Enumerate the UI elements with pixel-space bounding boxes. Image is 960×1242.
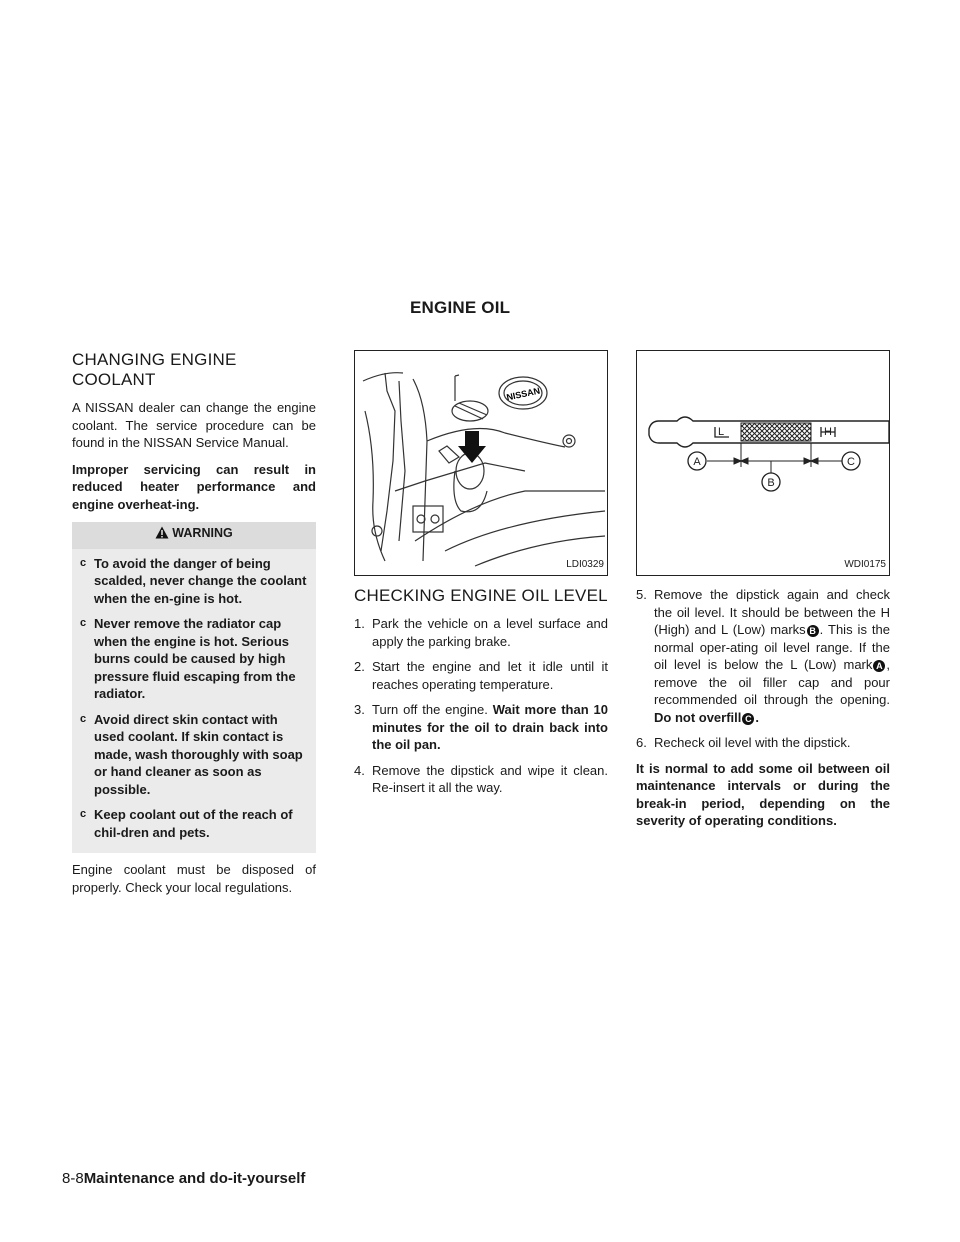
dipstick-figure — [636, 350, 890, 576]
bullet-icon: c — [80, 712, 87, 725]
step-item: 4. Remove the dipstick and wipe it clean. Re-insert it all the way. — [354, 762, 608, 795]
warning-item: c Never remove the radiator cap when the engine is hot. Serious burns could be caused by high pressure fluid escaping from the radiator. — [80, 616, 296, 701]
callout-b-icon: B — [807, 625, 819, 637]
chapter-title: Maintenance and do-it-yourself — [83, 1170, 306, 1187]
section-title: ENGINE OIL — [410, 298, 511, 317]
warning-item: c To avoid the danger of being scalded, never change the coolant when the en-gine is hot. — [80, 555, 307, 606]
step-item: 1. Park the vehicle on a level surface and apply the parking brake. — [354, 616, 608, 649]
low-mark-label: L — [717, 426, 725, 438]
engine-bay-illustration — [355, 351, 607, 575]
coolant-caution: Improper servicing can result in reduced heater performance and engine overheat-ing. — [72, 461, 316, 512]
warning-item: c Keep coolant out of the reach of chil-dren and pets. — [80, 807, 293, 840]
coolant-intro: A NISSAN dealer can change the engine coolant. The service procedure can be found in the NISSAN Service Manual. — [72, 400, 316, 450]
high-mark-label: H — [824, 426, 832, 438]
figure-code: WDI0175 — [844, 558, 886, 570]
figure-code: LDI0329 — [566, 558, 604, 570]
callout-b: B — [767, 477, 775, 489]
warning-icon — [155, 526, 169, 545]
column-coolant — [72, 350, 316, 905]
heading-changing-coolant: CHANGING ENGINE COOLANT — [72, 350, 237, 389]
arrow-down-icon — [458, 431, 486, 463]
step-item: 6. Recheck oil level with the dipstick. — [636, 735, 851, 750]
column-oil-check — [354, 350, 608, 805]
page-number: 8-8 — [62, 1170, 84, 1187]
warning-header — [72, 522, 316, 549]
heading-checking-oil: CHECKING ENGINE OIL LEVEL — [354, 586, 608, 605]
warning-title: WARNING — [172, 526, 233, 540]
warning-item: c Avoid direct skin contact with used coolant. If skin contact is made, wash thoroughly with soap or hand cleaner as soon as possible. — [80, 711, 303, 797]
bullet-icon: c — [80, 617, 87, 629]
nissan-logo-text: NISSAN — [505, 385, 541, 403]
bullet-icon: c — [80, 556, 87, 569]
callout-a-icon: A — [873, 660, 885, 672]
step-item: 5. Remove the dipstick again and check the oil level. It should be between the H (High) and L (Low) marks B . This is the normal oper-ating oil level range. If the oil level is below the L (Low) mark A , remove the oil filler cap and pour recommended oil through the opening. Do not overfill C . — [636, 587, 890, 725]
oil-level-steps — [636, 586, 890, 752]
callout-a: A — [693, 456, 701, 468]
step-item: 3. Turn off the engine. Wait more than 10 minutes for the oil to drain back into the oil pan. — [354, 702, 609, 752]
callout-c-icon: C — [742, 713, 754, 725]
page-footer — [62, 1170, 305, 1187]
coolant-disposal: Engine coolant must be disposed of properly. Check your local regulations. — [72, 862, 316, 895]
bullet-icon: c — [80, 808, 87, 820]
step-item: 2. Start the engine and let it idle until it reaches operating temperature. — [354, 659, 608, 692]
column-oil-level — [636, 350, 890, 839]
dipstick-illustration — [637, 351, 889, 575]
oil-note: It is normal to add some oil between oil maintenance intervals or during the break-in period, depending on the severity of operating conditions. — [636, 760, 890, 828]
engine-bay-figure — [354, 350, 608, 576]
callout-c: C — [847, 456, 855, 468]
warning-box — [72, 549, 316, 854]
oil-check-steps — [354, 615, 608, 797]
